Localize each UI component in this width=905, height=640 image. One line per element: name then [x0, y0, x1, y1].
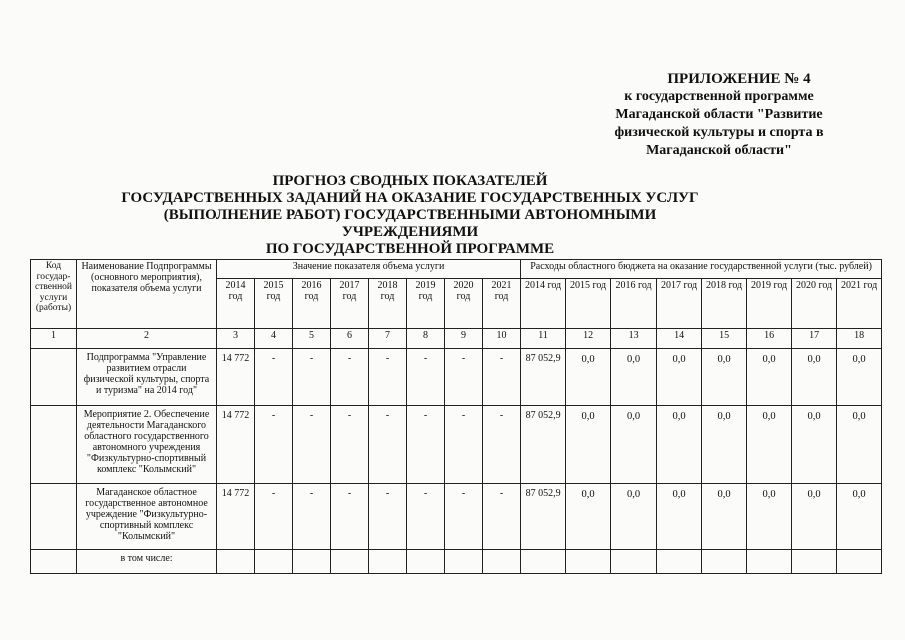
expense-cell: 0,0 [747, 406, 792, 484]
row-name: Подпрограмма "Управление развитием отрасли физической культуры, спорта и туризма" на 2014 год" [77, 349, 217, 406]
volume-cell: - [445, 406, 483, 484]
header-expense-year: 2018 год [702, 279, 747, 329]
expense-cell: 0,0 [702, 349, 747, 406]
column-number: 13 [611, 329, 657, 349]
column-number: 3 [217, 329, 255, 349]
volume-cell: - [255, 349, 293, 406]
column-number: 5 [293, 329, 331, 349]
column-number: 11 [521, 329, 566, 349]
header-volume-year: 2015 год [255, 279, 293, 329]
appendix-block [590, 70, 848, 160]
title-line: (ВЫПОЛНЕНИЕ РАБОТ) ГОСУДАРСТВЕННЫМИ АВТОНОМНЫМИ УЧРЕЖДЕНИЯМИ [163, 207, 657, 240]
document-title [120, 173, 700, 258]
indicators-table [30, 259, 882, 574]
volume-cell: - [407, 349, 445, 406]
volume-cell: - [293, 349, 331, 406]
column-number: 6 [331, 329, 369, 349]
appendix-title: ПРИЛОЖЕНИЕ № 4 [667, 71, 811, 87]
table-row [31, 406, 882, 484]
header-name: Наименование Подпрограммы (основного мероприятия), показателя объема услуги [77, 260, 217, 329]
header-expense-year: 2017 год [657, 279, 702, 329]
header-expense-group: Расходы областного бюджета на оказание государственной услуги (тыс. рублей) [521, 260, 882, 279]
volume-cell [293, 550, 331, 574]
column-number: 4 [255, 329, 293, 349]
row-code [31, 484, 77, 550]
header-expense-year: 2019 год [747, 279, 792, 329]
volume-cell: - [255, 484, 293, 550]
title-line: ГОСУДАРСТВЕННЫХ ЗАДАНИЙ НА ОКАЗАНИЕ ГОСУДАРСТВЕННЫХ УСЛУГ [121, 190, 699, 206]
volume-cell: - [483, 484, 521, 550]
volume-cell: - [293, 484, 331, 550]
expense-cell: 0,0 [566, 349, 611, 406]
appendix-line: Магаданской области "Развитие [615, 107, 823, 122]
volume-cell: - [407, 406, 445, 484]
volume-cell: - [483, 349, 521, 406]
column-number: 18 [837, 329, 882, 349]
volume-cell [255, 550, 293, 574]
volume-cell: 14 772 [217, 484, 255, 550]
volume-cell [217, 550, 255, 574]
volume-cell: - [445, 349, 483, 406]
header-volume-year: 2018 год [369, 279, 407, 329]
volume-cell: - [293, 406, 331, 484]
volume-cell: - [407, 484, 445, 550]
header-volume-group: Значение показателя объема услуги [217, 260, 521, 279]
row-code [31, 550, 77, 574]
title-line: ПО ГОСУДАРСТВЕННОЙ ПРОГРАММЕ [265, 241, 555, 257]
expense-cell: 0,0 [837, 406, 882, 484]
expense-cell: 0,0 [657, 406, 702, 484]
column-number: 10 [483, 329, 521, 349]
column-number-row [31, 329, 882, 349]
header-volume-year: 2021 год [483, 279, 521, 329]
volume-cell [445, 550, 483, 574]
expense-cell: 0,0 [657, 484, 702, 550]
volume-cell: - [255, 406, 293, 484]
expense-cell [747, 550, 792, 574]
expense-cell: 87 052,9 [521, 349, 566, 406]
volume-cell: 14 772 [217, 349, 255, 406]
column-number: 8 [407, 329, 445, 349]
volume-cell: - [369, 349, 407, 406]
volume-cell: - [445, 484, 483, 550]
column-number: 12 [566, 329, 611, 349]
volume-cell [407, 550, 445, 574]
header-volume-year: 2020 год [445, 279, 483, 329]
volume-cell [369, 550, 407, 574]
volume-cell: - [331, 349, 369, 406]
row-name: Магаданское областное государственное автономное учреждение "Физкультурно-спортивный комплекс "Колымский" [77, 484, 217, 550]
column-number: 2 [77, 329, 217, 349]
header-expense-year: 2016 год [611, 279, 657, 329]
expense-cell: 0,0 [611, 349, 657, 406]
expense-cell [792, 550, 837, 574]
expense-cell: 0,0 [566, 406, 611, 484]
table-row [31, 550, 882, 574]
expense-cell: 0,0 [747, 484, 792, 550]
expense-cell: 0,0 [611, 484, 657, 550]
column-number: 1 [31, 329, 77, 349]
column-number: 9 [445, 329, 483, 349]
volume-cell: - [331, 406, 369, 484]
volume-cell [331, 550, 369, 574]
header-expense-year: 2021 год [837, 279, 882, 329]
expense-cell [611, 550, 657, 574]
expense-cell: 0,0 [747, 349, 792, 406]
row-name: Мероприятие 2. Обеспечение деятельности Магаданского областного государственного автономного учреждения "Физкультурно-спортивный комплекс "Колымский" [77, 406, 217, 484]
title-line: ПРОГНОЗ СВОДНЫХ ПОКАЗАТЕЛЕЙ [272, 173, 548, 189]
expense-cell: 0,0 [566, 484, 611, 550]
expense-cell [837, 550, 882, 574]
column-number: 7 [369, 329, 407, 349]
header-expense-year: 2014 год [521, 279, 566, 329]
expense-cell: 0,0 [702, 484, 747, 550]
column-number: 14 [657, 329, 702, 349]
volume-cell: 14 772 [217, 406, 255, 484]
expense-cell: 0,0 [792, 406, 837, 484]
header-volume-year: 2014 год [217, 279, 255, 329]
header-volume-year: 2017 год [331, 279, 369, 329]
volume-cell: - [369, 406, 407, 484]
header-expense-year: 2015 год [566, 279, 611, 329]
appendix-line: физической культуры и спорта в [614, 125, 824, 140]
expense-cell [702, 550, 747, 574]
volume-cell: - [369, 484, 407, 550]
expense-cell [566, 550, 611, 574]
expense-cell: 87 052,9 [521, 406, 566, 484]
header-volume-year: 2016 год [293, 279, 331, 329]
column-number: 15 [702, 329, 747, 349]
row-name: в том числе: [77, 550, 217, 574]
table-row [31, 349, 882, 406]
expense-cell: 0,0 [792, 484, 837, 550]
header-expense-year: 2020 год [792, 279, 837, 329]
expense-cell: 0,0 [837, 349, 882, 406]
volume-cell [483, 550, 521, 574]
expense-cell: 87 052,9 [521, 484, 566, 550]
expense-cell: 0,0 [657, 349, 702, 406]
expense-cell [521, 550, 566, 574]
expense-cell: 0,0 [792, 349, 837, 406]
expense-cell: 0,0 [702, 406, 747, 484]
expense-cell: 0,0 [611, 406, 657, 484]
volume-cell: - [483, 406, 521, 484]
column-number: 17 [792, 329, 837, 349]
expense-cell [657, 550, 702, 574]
volume-cell: - [331, 484, 369, 550]
header-volume-year: 2019 год [407, 279, 445, 329]
row-code [31, 349, 77, 406]
expense-cell: 0,0 [837, 484, 882, 550]
appendix-line: Магаданской области" [646, 143, 792, 158]
table-row [31, 484, 882, 550]
column-number: 16 [747, 329, 792, 349]
row-code [31, 406, 77, 484]
appendix-line: к государственной программе [624, 89, 814, 104]
header-code: Код государ-ственной услуги (работы) [31, 260, 77, 329]
